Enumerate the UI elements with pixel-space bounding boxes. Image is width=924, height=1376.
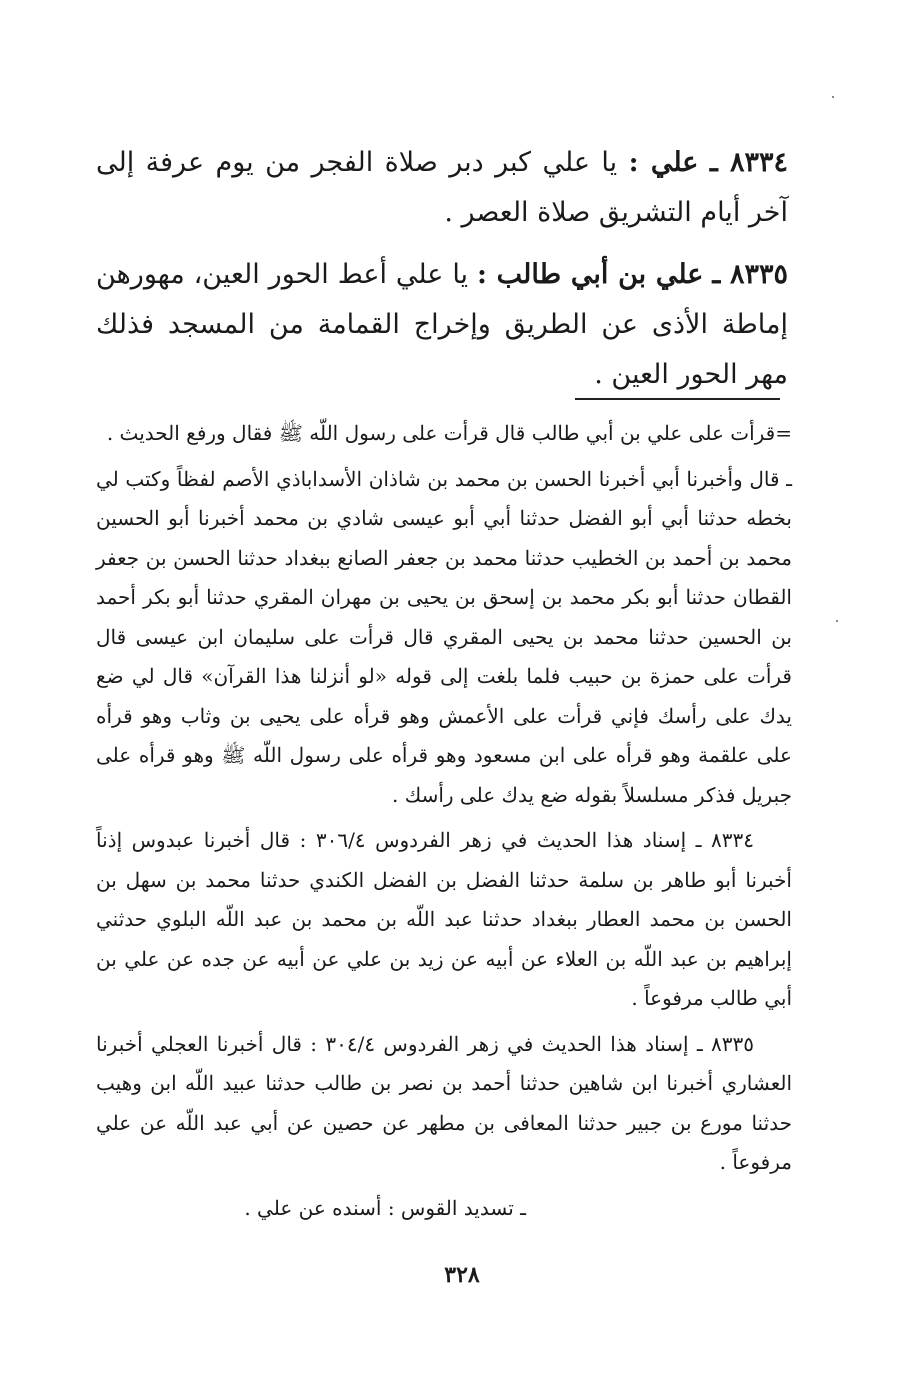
page-number: ٣٢٨ <box>444 1262 480 1288</box>
hadith-text: يا علي أعط الحور العين، مهورهن إماطة الأذى عن الطريق وإخراج القمامة من المسجد فذلك مهر الحور العين . <box>96 259 788 390</box>
hadith-text: يا علي كبر دبر صلاة الفجر من يوم عرفة إلى آخر أيام التشريق صلاة العصر . <box>96 147 788 228</box>
scan-speck <box>836 620 838 622</box>
main-text <box>96 138 788 412</box>
footnote-continuation: =قرأت على علي بن أبي طالب قال قرأت على رسول اللّه ﷺ فقال ورفع الحديث . <box>106 421 792 445</box>
footnote-separator <box>575 398 780 400</box>
hadith-narrator: علي بن أبي طالب : <box>476 259 704 290</box>
scan-speck <box>832 96 834 98</box>
footnote-tasdid: ـ تسديد القوس : أسنده عن علي . <box>244 1195 526 1220</box>
footnote-chain: ـ قال وأخبرنا أبي أخبرنا الحسن بن محمد بن شاذان الأسداباذي الأصم لفظاً وكتب لي بخطه حدثنا أبي أبو الفضل حدثنا أبي أبو عيسى شادي بن محمد أخبرنا أبو الحسين محمد بن أحمد بن الخطيب حدثنا محمد بن جعفر الصانع ببغداد حدثنا الحسن بن جعفر القطان حدثنا أبو بكر محمد بن إسحق بن يحيى بن مهران المقري حدثنا أبو بكر أحمد بن الحسين حدثنا محمد بن يحيى المقري قال قرأت على سليمان ابن عيسى قال قرأت على حمزة بن حبيب فلما بلغت إلى قوله «لو أنزلنا هذا القرآن» قال لي ضع يدك على رأسك فإني قرأت على الأعمش وهو قرأه على يحيى بن وثاب وهو قرأه على علقمة وهو قرأه على ابن مسعود وهو قرأه على رسول اللّه ﷺ وهو قرأه على جبريل فذكر مسلسلاً بقوله ضع يدك على رأسك . <box>96 466 792 807</box>
hadith-8334 <box>96 138 788 238</box>
hadith-number: ٨٣٣٥ ـ <box>712 259 788 290</box>
hadith-number: ٨٣٣٤ ـ <box>709 147 788 178</box>
footnotes <box>96 414 792 1234</box>
footnote-8335: ٨٣٣٥ ـ إسناد هذا الحديث في زهر الفردوس ٣٠٤/٤ : قال أخبرنا العجلي أخبرنا العشاري أخبرنا ابن شاهين حدثنا أحمد بن نصر بن طالب حدثنا عبيد اللّه ابن وهيب حدثنا مورع بن جبير حدثنا المعافى بن مطهر عن حصين عن أبي عبد اللّه عن علي مرفوعاً . <box>96 1031 793 1174</box>
footnote-8334: ٨٣٣٤ ـ إسناد هذا الحديث في زهر الفردوس ٣٠٦/٤ : قال أخبرنا عبدوس إذناً أخبرنا أبو طاهر بن سلمة حدثنا الفضل بن الفضل الكندي حدثنا محمد بن سهل بن الحسن بن محمد العطار ببغداد حدثنا عبد اللّه بن محمد بن عبد اللّه البلوي حدثني إبراهيم بن عبد اللّه بن العلاء عن أبيه عن زيد بن علي عن أبيه عن جده عن علي بن أبي طالب مرفوعاً . <box>96 828 792 1010</box>
hadith-8335 <box>96 250 788 400</box>
hadith-narrator: علي : <box>628 147 699 178</box>
